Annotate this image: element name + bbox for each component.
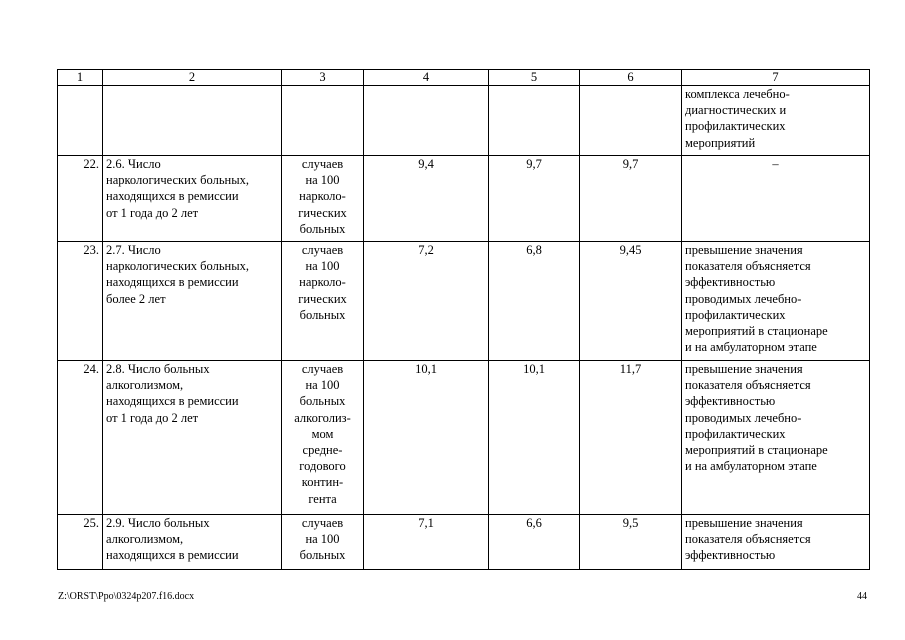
header-row xyxy=(58,70,870,86)
note-cell-line: эффективностью xyxy=(685,548,776,563)
note-cell-line: эффективностью xyxy=(685,394,776,409)
indicator-cell-line: более 2 лет xyxy=(106,291,166,306)
value-col4: 7,1 xyxy=(364,515,489,570)
note-cell xyxy=(682,86,870,156)
unit-cell-line: случаев xyxy=(301,362,344,376)
indicator-cell xyxy=(103,86,282,156)
note-cell-line: профилактических xyxy=(685,119,786,134)
note-cell-line: и на амбулаторном этапе xyxy=(685,340,817,355)
unit-cell-line: на 100 xyxy=(305,173,340,188)
note-cell xyxy=(682,242,870,361)
value-col5 xyxy=(489,86,580,156)
value-col6: 11,7 xyxy=(580,361,682,515)
indicator-cell xyxy=(103,361,282,515)
note-cell-line: мероприятий xyxy=(685,135,756,150)
indicator-cell-line: находящихся в ремиссии xyxy=(106,189,239,204)
unit-cell xyxy=(282,361,364,515)
unit-cell xyxy=(282,156,364,242)
unit-cell-line: на 100 xyxy=(305,259,340,274)
note-cell-line: профилактических xyxy=(685,426,786,441)
value-col6: 9,45 xyxy=(580,242,682,361)
header-cell: 1 xyxy=(58,70,103,86)
unit-cell-line: случаев xyxy=(301,157,344,171)
note-cell-line: проводимых лечебно- xyxy=(685,291,802,306)
note-cell-line: проводимых лечебно- xyxy=(685,410,802,425)
value-col4: 9,4 xyxy=(364,156,489,242)
note-cell-line: показателя объясняется xyxy=(685,378,811,393)
value-col4: 10,1 xyxy=(364,361,489,515)
indicator-cell-line: находящихся в ремиссии xyxy=(106,275,239,290)
unit-cell-line: нарколо- xyxy=(299,275,346,290)
unit-cell-line: нарколо- xyxy=(299,189,346,204)
indicator-cell-line: 2.7. Число xyxy=(106,243,161,257)
header-cell: 4 xyxy=(364,70,489,86)
row-number: 24. xyxy=(58,361,103,515)
header-cell: 5 xyxy=(489,70,580,86)
unit-cell-line: гических xyxy=(298,291,347,306)
unit-cell-line: средне- xyxy=(302,443,343,458)
unit-cell-line: больных xyxy=(299,307,346,322)
value-col5: 10,1 xyxy=(489,361,580,515)
value-col6: 9,7 xyxy=(580,156,682,242)
note-cell-line: комплекса лечебно- xyxy=(685,87,790,101)
note-cell-line: превышение значения xyxy=(685,243,803,257)
row-number: 25. xyxy=(58,515,103,570)
value-col5: 6,6 xyxy=(489,515,580,570)
unit-cell-line: случаев xyxy=(301,243,344,257)
indicator-cell-line: наркологических больных, xyxy=(106,173,249,188)
indicator-cell-line: алкоголизмом, xyxy=(106,378,184,393)
note-cell-line: профилактических xyxy=(685,307,786,322)
footer-file-path: Z:\ORST\Ppo\0324p207.f16.docx xyxy=(58,591,195,602)
table-row xyxy=(58,515,870,570)
unit-cell-line: мом xyxy=(311,426,334,441)
note-cell-line: показателя объясняется xyxy=(685,532,811,547)
note-cell-line: мероприятий в стационаре xyxy=(685,324,828,339)
unit-cell-line: на 100 xyxy=(305,532,340,547)
indicator-cell-line: от 1 года до 2 лет xyxy=(106,410,199,425)
note-cell xyxy=(682,515,870,570)
indicator-cell-line: находящихся в ремиссии xyxy=(106,548,239,563)
table-row xyxy=(58,156,870,242)
value-col4: 7,2 xyxy=(364,242,489,361)
indicator-cell xyxy=(103,515,282,570)
indicator-cell-line: наркологических больных, xyxy=(106,259,249,274)
row-number: 23. xyxy=(58,242,103,361)
value-col4 xyxy=(364,86,489,156)
indicator-cell-line: находящихся в ремиссии xyxy=(106,394,239,409)
note-cell-line: превышение значения xyxy=(685,516,803,530)
unit-cell-line: больных xyxy=(299,394,346,409)
table-row xyxy=(58,242,870,361)
unit-cell-line: больных xyxy=(299,221,346,236)
indicator-cell-line: от 1 года до 2 лет xyxy=(106,205,199,220)
unit-cell xyxy=(282,242,364,361)
table-row xyxy=(58,361,870,515)
unit-cell-line: на 100 xyxy=(305,378,340,393)
value-col5: 9,7 xyxy=(489,156,580,242)
value-col5: 6,8 xyxy=(489,242,580,361)
header-cell: 2 xyxy=(103,70,282,86)
unit-cell-line: годового xyxy=(299,459,346,474)
note-cell xyxy=(682,361,870,515)
note-cell-line: эффективностью xyxy=(685,275,776,290)
value-col6 xyxy=(580,86,682,156)
value-col6: 9,5 xyxy=(580,515,682,570)
note-cell xyxy=(682,156,870,242)
data-table xyxy=(57,69,870,570)
note-cell-line: и на амбулаторном этапе xyxy=(685,459,817,474)
note-cell-line: показателя объясняется xyxy=(685,259,811,274)
page-number: 44 xyxy=(857,591,867,602)
indicator-cell-line: 2.6. Число xyxy=(106,157,161,171)
note-cell-line: – xyxy=(772,157,779,171)
unit-cell xyxy=(282,515,364,570)
indicator-cell-line: алкоголизмом, xyxy=(106,532,184,547)
header-cell: 3 xyxy=(282,70,364,86)
indicator-cell-line: 2.9. Число больных xyxy=(106,516,210,530)
note-cell-line: превышение значения xyxy=(685,362,803,376)
unit-cell xyxy=(282,86,364,156)
note-cell-line: диагностических и xyxy=(685,103,787,118)
indicator-cell xyxy=(103,242,282,361)
unit-cell-line: алкоголиз- xyxy=(294,410,351,425)
row-number xyxy=(58,86,103,156)
row-number: 22. xyxy=(58,156,103,242)
unit-cell-line: случаев xyxy=(301,516,344,530)
unit-cell-line: гента xyxy=(308,491,337,506)
table-row xyxy=(58,86,870,156)
indicator-cell xyxy=(103,156,282,242)
unit-cell-line: контин- xyxy=(301,475,344,490)
unit-cell-line: гических xyxy=(298,205,347,220)
header-cell: 6 xyxy=(580,70,682,86)
header-cell: 7 xyxy=(682,70,870,86)
note-cell-line: мероприятий в стационаре xyxy=(685,443,828,458)
indicator-cell-line: 2.8. Число больных xyxy=(106,362,210,376)
unit-cell-line: больных xyxy=(299,548,346,563)
